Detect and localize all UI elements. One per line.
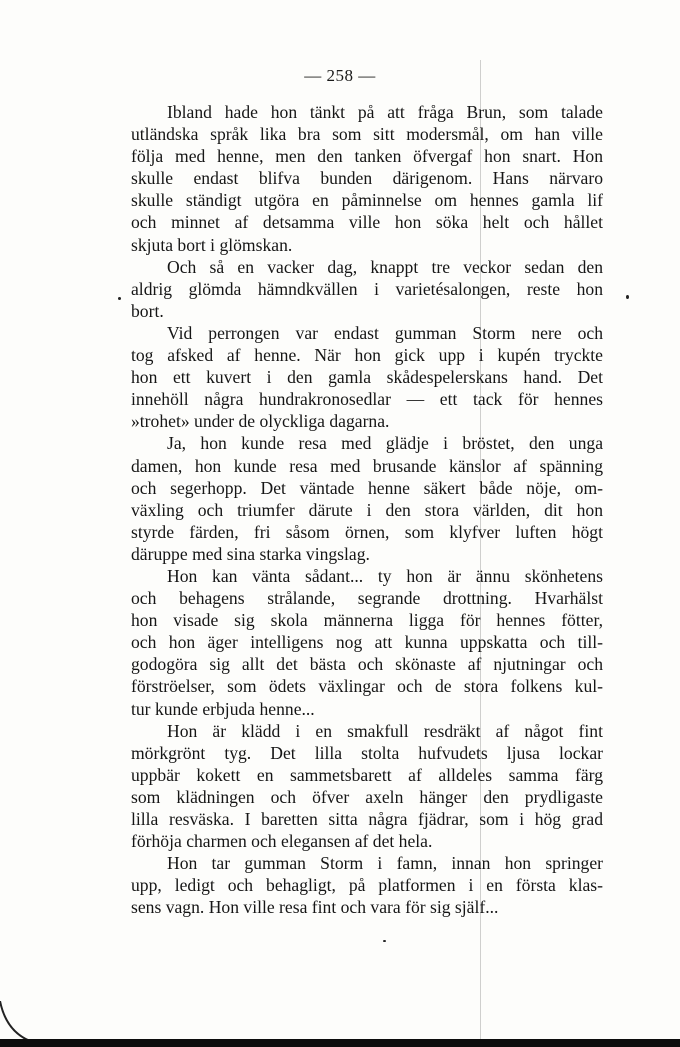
text-line: mörkgrönt tyg. Det lilla stolta hufvudets ljusa lockar bbox=[131, 742, 603, 763]
text-line: hon visade sig skola männerna ligga för hennes fötter, bbox=[131, 610, 603, 631]
text-line: tog afsked af henne. När hon gick upp i kupén tryckte bbox=[131, 345, 603, 366]
text-line: Vid perrongen var endast gumman Storm nere och bbox=[167, 322, 603, 343]
text-line: godogöra sig allt det bästa och skönaste af njutningar och bbox=[131, 654, 603, 675]
text-line: och behagens strålande, segrande drottning. Hvarhälst bbox=[131, 588, 603, 609]
text-line: bort. bbox=[131, 300, 164, 321]
text-line: tur kunde erbjuda henne... bbox=[131, 698, 315, 719]
text-line: upp, ledigt och behagligt, på platformen i en första klas- bbox=[131, 875, 603, 896]
text-line: »trohet» under de olyckliga dagarna. bbox=[131, 411, 390, 432]
text-line: skulle ständigt utgöra en påminnelse om hennes gamla lif bbox=[131, 190, 603, 211]
text-line: Ibland hade hon tänkt på att fråga Brun, som talade bbox=[167, 102, 603, 122]
text-line: hon ett kuvert i den gamla skådespelerskans hand. Det bbox=[131, 367, 603, 388]
text-line: styrde färden, fri såsom örnen, som klyfver luften högt bbox=[131, 521, 603, 542]
text-line: utländska språk lika bra som sitt modersmål, om han ville bbox=[131, 124, 603, 145]
text-line: Och så en vacker dag, knappt tre veckor sedan den bbox=[167, 256, 603, 277]
text-line: som klädningen och öfver axeln hänger den prydligaste bbox=[131, 786, 603, 807]
text-line: sens vagn. Hon ville resa fint och vara för sig själf... bbox=[131, 897, 499, 918]
text-line: Ja, hon kunde resa med glädje i bröstet, den unga bbox=[167, 433, 603, 454]
scan-corner-artifact bbox=[0, 1001, 30, 1041]
body-text bbox=[131, 101, 603, 918]
text-line: förhöja charmen och elegansen af det hela. bbox=[131, 831, 433, 852]
text-line: däruppe med sina starka vingslag. bbox=[131, 543, 370, 564]
text-line: växling och triumfer därute i den stora världen, dit hon bbox=[131, 499, 603, 520]
text-line: Hon tar gumman Storm i famn, innan hon springer bbox=[167, 853, 603, 874]
text-line: förströelser, som ödets växlingar och de stora folkens kul- bbox=[131, 676, 603, 697]
scan-speck bbox=[626, 295, 629, 299]
text-line: följa med henne, men den tanken öfvergaf hon snart. Hon bbox=[131, 146, 603, 167]
text-line: Hon är klädd i en smakfull resdräkt af något fint bbox=[167, 720, 603, 741]
text-line: damen, hon kunde resa med brusande känslor af spänning bbox=[131, 455, 603, 476]
text-line: och segerhopp. Det väntade henne säkert både nöje, om- bbox=[131, 477, 603, 498]
text-line: Hon kan vänta sådant... ty hon är ännu skönhetens bbox=[167, 565, 603, 586]
page-number: — 258 — bbox=[304, 66, 376, 85]
text-line: och minnet af detsamma ville hon söka helt och hållet bbox=[131, 212, 603, 233]
text-line: uppbär kokett en sammetsbarett af alldeles samma färg bbox=[131, 764, 603, 785]
scan-bottom-edge bbox=[0, 1039, 680, 1047]
text-line: lilla resväska. I baretten sitta några fjädrar, som i hög grad bbox=[131, 809, 603, 829]
text-line: innehöll några hundrakronosedlar — ett tack för hennes bbox=[131, 389, 603, 410]
text-line: skulle endast blifva bunden därigenom. Hans närvaro bbox=[131, 168, 603, 189]
text-line: aldrig glömda hämndkvällen i varietésalongen, reste hon bbox=[131, 278, 603, 299]
scan-speck bbox=[118, 297, 121, 300]
text-line: och hon äger intelligens nog att kunna uppskatta och till- bbox=[131, 632, 603, 653]
scan-speck bbox=[383, 940, 386, 942]
text-line: skjuta bort i glömskan. bbox=[131, 234, 293, 255]
